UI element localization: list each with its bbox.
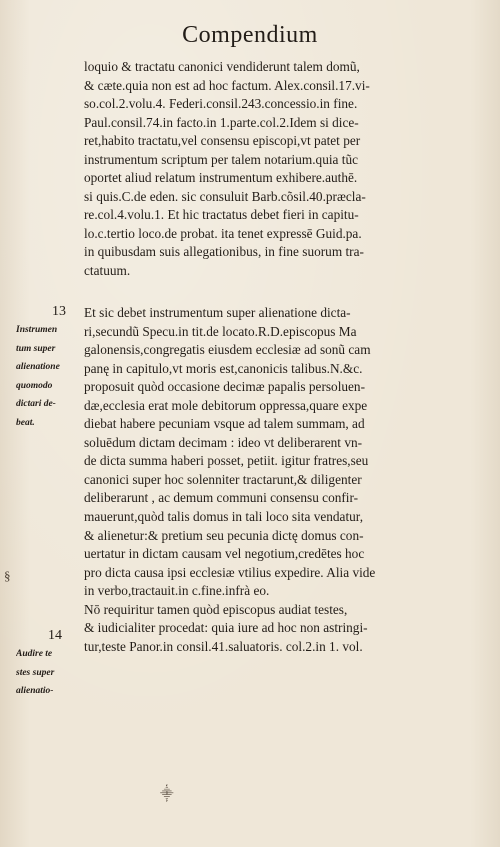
text-line: proposuit quòd occasione decimæ papalis persoluen- — [84, 379, 366, 395]
text-line: ret,habito tractatu,vel consensu episcopi,vt patet per — [84, 133, 361, 149]
text-line: in quibusdam suis allegationibus, in fine suorum tra- — [84, 244, 364, 260]
text-line: panę in capitulo,vt moris est,canonicis talibus.N.&c. — [84, 360, 363, 376]
text-line: lo.c.tertio loco.de probat. ita tenet expressē Guid.pa. — [84, 225, 362, 241]
text-line: de dicta summa haberi posset, petiit. igitur fratres,seu — [84, 453, 369, 469]
gloss-line: alienatione — [16, 362, 60, 372]
text-line: soluēdum dictam decimam : ideo vt deliberarent vn- — [84, 434, 363, 450]
text-line: pro dicta causa ipsi ecclesiæ vtilius expedire. Alia vide — [84, 564, 376, 580]
text-line: ctatuum. — [84, 263, 131, 279]
gloss-line: dictari de- — [16, 399, 56, 409]
paragraph-continued — [84, 58, 480, 281]
section-number: 13 — [52, 304, 66, 319]
gloss-line: tum super — [16, 343, 56, 354]
text-line: loquio & tractatu canonici vendiderunt talem domũ, — [84, 59, 360, 74]
section-number: 14 — [48, 628, 62, 643]
text-line: & cæte.quia non est ad hoc factum. Alex.consil.17.vi- — [84, 77, 370, 93]
gloss-line: stes super — [16, 667, 55, 678]
text-line: canonici super hoc solenniter tractarunt,& diligenter — [84, 471, 362, 487]
margin-mark-icon: § — [4, 568, 11, 583]
text-line: si quis.C.de eden. sic consuluit Barb.cõsil.40.præcla- — [84, 188, 366, 204]
signature-mark-icon: ⸎ — [160, 786, 174, 801]
text-line: diebat habere pecuniam vsque ad talem summam, ad — [84, 416, 365, 432]
margin-gloss — [16, 645, 82, 701]
gloss-line: Instrumen — [16, 325, 58, 335]
text-line: oportet aliud relatum instrumentum exhibere.authē. — [84, 170, 358, 186]
gloss-line: quomodo — [16, 380, 53, 391]
gloss-line: beat. — [16, 417, 35, 428]
text-line: & alienetur:& pretium seu pecunia dictę domus con- — [84, 527, 364, 543]
text-line: re.col.4.volu.1. Et hic tractatus debet fieri in capitu- — [84, 207, 359, 223]
paragraph-13 — [84, 304, 480, 656]
text-line: instrumentum scriptum per talem notarium.quia tũc — [84, 151, 359, 167]
text-line: so.col.2.volu.4. Federi.consil.243.concessio.in fine. — [84, 96, 358, 112]
gloss-line: Audire te — [16, 649, 53, 659]
text-line: in verbo,tractauit.in c.fine.infrà eo. — [84, 583, 270, 599]
text-line: Et sic debet instrumentum super alienatione dicta- — [84, 305, 351, 320]
text-line: galonensis,congregatis eiusdem ecclesiæ ad sonũ cam — [84, 342, 371, 358]
text-line: Paul.consil.74.in facto.in 1.parte.col.2.Idem si dice- — [84, 114, 359, 130]
text-line: Nō requiritur tamen quòd episcopus audiat testes, — [84, 601, 348, 617]
text-line: dæ,ecclesia erat mole debitorum oppressa,quare expe — [84, 397, 368, 413]
text-line: tur,teste Panor.in consil.41.saluatoris. col.2.in 1. vol. — [84, 638, 363, 654]
text-line: & iudicialiter procedat: quia iure ad hoc non astringi- — [84, 620, 368, 636]
gloss-line: alienatio- — [16, 686, 54, 696]
text-line: uertatur in dictam causam vel negotium,credētes hoc — [84, 546, 365, 562]
text-line: deliberarunt , ac demum communi consensu confir- — [84, 490, 359, 506]
text-line: ri,secundũ Specu.in tit.de locato.R.D.episcopus Ma — [84, 323, 357, 339]
running-head: Compendium — [182, 22, 318, 48]
text-line: mauerunt,quòd talis domus in tali loco sita vendatur, — [84, 509, 364, 525]
margin-gloss — [16, 321, 82, 432]
